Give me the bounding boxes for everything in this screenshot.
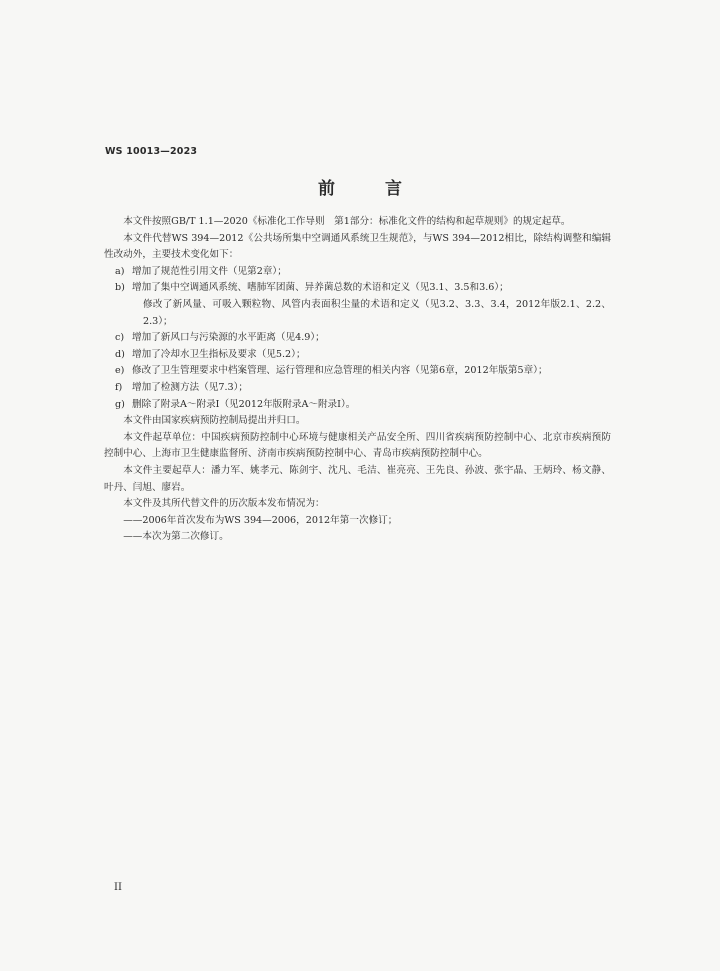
paragraph-drafting-units: 本文件起草单位：中国疾病预防控制中心环境与健康相关产品安全所、四川省疾病预防控制中心、北京市疾病预防控制中心、上海市卫生健康监督所、济南市疾病预防控制中心、青岛市疾病预防控制中心。 bbox=[104, 431, 611, 460]
list-item bbox=[104, 347, 611, 364]
paragraph-proposer: 本文件由国家疾病预防控制局提出并归口。 bbox=[123, 415, 306, 427]
history-item: ——2006年首次发布为WS 394—2006，2012年第一次修订； bbox=[123, 514, 398, 526]
document-body bbox=[104, 214, 611, 546]
list-item bbox=[104, 380, 611, 397]
list-text: 增加了集中空调通风系统、嗜肺军团菌、异养菌总数的术语和定义（见3.1、3.5和3.6）； bbox=[132, 282, 509, 294]
list-item bbox=[104, 330, 611, 347]
list-marker: e) bbox=[115, 365, 125, 377]
document-code: WS 10013—2023 bbox=[105, 146, 198, 157]
list-text: 增加了新风口与污染源的水平距离（见4.9）； bbox=[132, 332, 325, 344]
list-item bbox=[104, 264, 611, 281]
page-title: 前 言 bbox=[318, 179, 424, 199]
paragraph-drafters: 本文件主要起草人：潘力军、姚孝元、陈剑宇、沈凡、毛洁、崔亮亮、王先良、孙波、张宇晶、王炳玲、杨文静、叶丹、闫旭、廖岩。 bbox=[104, 464, 611, 493]
list-marker: g) bbox=[115, 398, 125, 410]
list-text: 增加了规范性引用文件（见第2章）； bbox=[132, 265, 287, 277]
list-text: 删除了附录A～附录I（见2012年版附录A～附录I）。 bbox=[132, 398, 356, 410]
list-text: 修改了卫生管理要求中档案管理、运行管理和应急管理的相关内容（见第6章，2012年版第5章）； bbox=[132, 365, 548, 377]
paragraph-history-intro: 本文件及其所代替文件的历次版本发布情况为： bbox=[123, 498, 325, 510]
list-item-continuation: 修改了新风量、可吸入颗粒物、风管内表面积尘量的术语和定义（见3.2、3.3、3.4，2012年版2.1、2.2、2.3）； bbox=[143, 298, 611, 327]
page-number: II bbox=[114, 882, 122, 893]
list-item bbox=[104, 363, 611, 380]
list-marker: f) bbox=[115, 381, 123, 393]
list-text: 增加了检测方法（见7.3）； bbox=[132, 381, 248, 393]
list-marker: b) bbox=[115, 282, 125, 294]
list-marker: c) bbox=[115, 332, 125, 344]
history-item: ——本次为第二次修订。 bbox=[123, 531, 229, 543]
list-text: 增加了冷却水卫生指标及要求（见5.2）； bbox=[132, 348, 306, 360]
paragraph-replaces: 本文件代替WS 394—2012《公共场所集中空调通风系统卫生规范》，与WS 394—2012相比，除结构调整和编辑性改动外，主要技术变化如下： bbox=[104, 232, 611, 261]
list-item bbox=[104, 397, 611, 414]
list-marker: d) bbox=[115, 348, 125, 360]
list-marker: a) bbox=[115, 265, 125, 277]
paragraph-drafting-rules: 本文件按照GB/T 1.1—2020《标准化工作导则 第1部分：标准化文件的结构和起草规则》的规定起草。 bbox=[123, 216, 571, 227]
list-item bbox=[104, 280, 611, 297]
